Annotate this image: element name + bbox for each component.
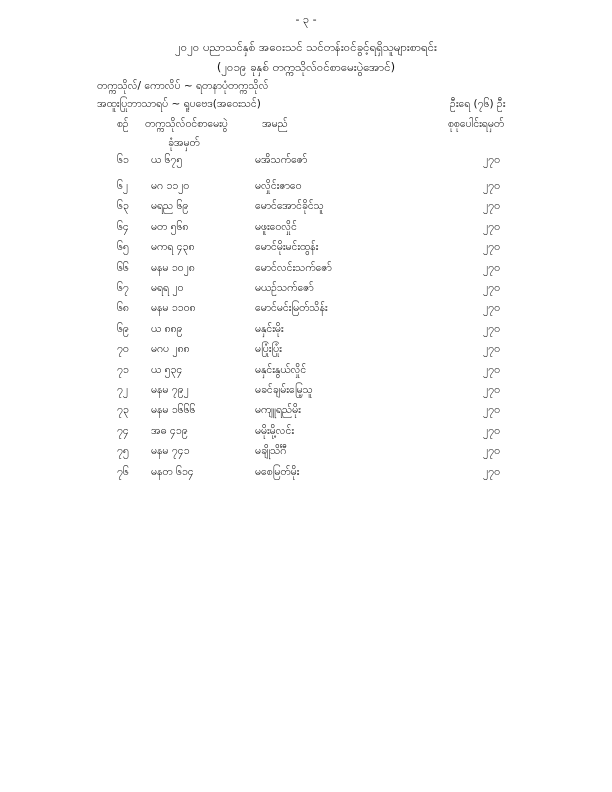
row-number: ၆၁ [117,154,129,166]
table-row [0,240,612,254]
total-score: ၂၇၀ [483,282,500,294]
roll-number: မနမ ၁၁၀၈ [151,302,196,315]
roll-number: မကရ ၄၃၈ [151,241,195,254]
table-row [0,199,612,213]
roll-number: မနတ ၆၁၄ [151,465,194,478]
student-name: မောင်မိုးမင်းထွန်း [255,241,319,254]
roll-number: ယ ၅၃၄ [151,363,183,376]
total-score: ၂၇၀ [483,200,500,213]
table-row [0,301,612,315]
table-row [0,383,612,397]
total-score: ၂၇၀ [483,343,500,356]
student-name: မလှိုင်းဇာဝေ [255,180,302,192]
page-number: - ၃ - [295,13,317,26]
roll-number: မတ ၅၆၈ [151,220,189,233]
table-row [0,179,612,193]
row-number: ၆၆ [117,261,129,274]
student-name: မနှင်းမိုး [255,322,284,335]
roll-number: မနမ ၇၄၁ [151,445,190,458]
roll-number: ယ ၆၇၅ [151,154,183,166]
row-number: ၇၃ [117,404,129,417]
row-number: ၆၅ [117,241,129,254]
row-number: ၇၀ [117,343,129,356]
table-row [0,220,612,234]
total-score: ၂၇၀ [483,424,500,437]
total-score: ၂၇၀ [483,154,500,166]
table-row [0,153,612,167]
student-name: မောင်လင်းသက်ဇော် [255,261,332,274]
major-line: အထူးပြုဘာသာရပ် ~ ရူပဗေဒ(အဝေးသင်) [97,98,261,110]
student-name: မောင်မင်းမြတ်သိန်း [255,302,328,315]
document-title: ၂၀၂၀ ပညာသင်နှစ် အဝေးသင် သင်တန်းဝင်ခွင့်ရရှိသူများစာရင်း [175,40,437,54]
student-name: မကျူရည်မိုး [255,404,301,417]
row-number: ၇၆ [117,465,129,478]
header-score: စုစုပေါင်းရမှတ် [448,118,505,130]
table-row [0,281,612,295]
row-number: ၆၈ [117,302,129,315]
student-name: မနှင်းနွယ်လှိုင် [255,363,307,376]
row-number: ၆၄ [117,220,129,233]
university-line: တက္ကသိုလ်/ ကောလိပ် ~ ရတနာပုံတက္ကသိုလ် [97,80,269,92]
total-score: ၂၇၀ [483,384,500,396]
roll-number: မရည ၆၉ [151,200,189,213]
total-score: ၂၇၀ [483,302,500,315]
total-score: ၂၇၀ [483,241,500,254]
roll-number: မဂ ၁၁၂၀ [151,180,190,192]
roll-number: အဓ ၄၁၉ [151,424,188,437]
total-score: ၂၇၀ [483,220,500,233]
student-name: မခင်ချမ်းမြေ့သူ [255,384,313,396]
header-no: စဉ် [117,118,129,130]
table-row [0,424,612,438]
roll-number: မနမ ၁၆၆၆ [151,404,196,417]
student-name: မဖူးဝေလှိုင် [255,220,297,233]
table-row [0,322,612,336]
roll-number: မနမ ၇၉၂ [151,384,189,396]
student-name: မအိသက်ဇော် [255,154,308,166]
table-row [0,403,612,417]
document-subtitle: (၂၀၁၉ ခုနှစ် တက္ကသိုလ်ဝင်စာမေးပွဲအောင်) [216,60,396,74]
student-name: မမိုးမို့လင်း [255,424,294,437]
table-row [0,444,612,458]
student-name: မောင်အောင်ခိုင်သူ [255,200,324,213]
row-number: ၆၃ [117,200,129,213]
table-row [0,342,612,356]
roll-number: မနမ ၁၀၂၈ [151,261,195,274]
row-number: ၆၂ [117,180,129,192]
row-number: ၆၉ [117,322,129,335]
total-score: ၂၇၀ [483,322,500,335]
total-score: ၂၇၀ [483,404,500,417]
student-name: မပြုံးပြုံး [255,343,282,356]
header-roll-line2: ခုံအမှတ် [168,137,200,149]
student-name: မချိုသိင်္ဂီ [255,445,287,458]
total-score: ၂၇၀ [483,180,500,192]
table-row [0,465,612,479]
total-score: ၂၇၀ [483,261,500,274]
header-name: အမည် [262,118,288,130]
row-number: ၇၄ [117,424,129,437]
total-score: ၂၇၀ [483,363,500,376]
table-row [0,261,612,275]
student-name: မစေမြတ်မိုး [255,465,300,478]
total-count: ဦးရေ (၇၆) ဦး [450,98,506,110]
row-number: ၇၁ [117,363,129,376]
total-score: ၂၇၀ [483,465,500,478]
table-row [0,363,612,377]
header-roll-line1: တက္ကသိုလ်ဝင်စာမေးပွဲ [145,118,228,130]
row-number: ၆၇ [117,282,129,294]
row-number: ၇၅ [117,445,129,458]
roll-number: ယ ၈၈၉ [151,322,183,335]
roll-number: မရရ ၂၀ [151,282,184,294]
row-number: ၇၂ [117,384,129,396]
roll-number: မဂပ ၂၈၈ [151,343,190,356]
student-name: မယဉ်သက်ဇော် [255,282,314,294]
total-score: ၂၇၀ [483,445,500,458]
